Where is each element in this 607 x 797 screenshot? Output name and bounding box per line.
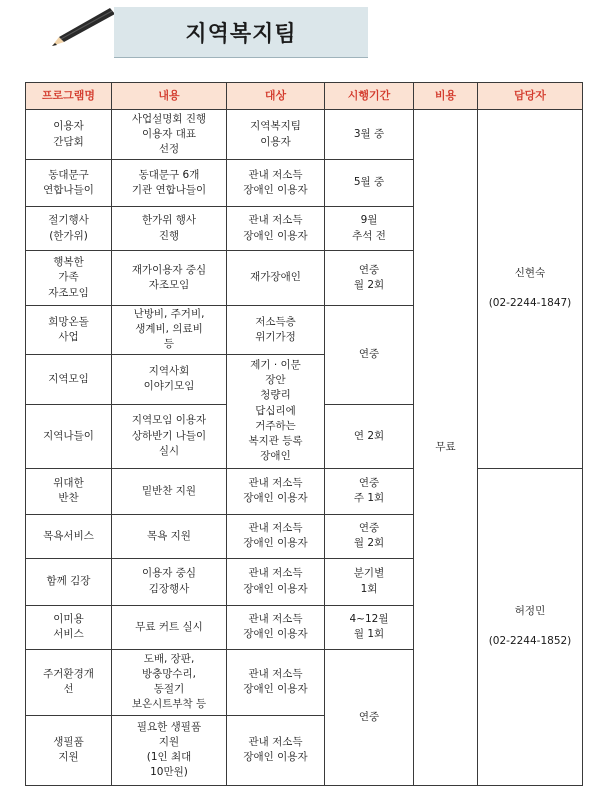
program-target: 관내 저소득 장애인 이용자 (227, 649, 325, 715)
program-name: 절기행사 (한가위) (26, 207, 112, 251)
program-period: 연중 월 2회 (325, 251, 414, 306)
program-content: 밑반찬 지원 (112, 468, 227, 514)
program-content: 지역모임 이용자 상하반기 나들이 실시 (112, 404, 227, 468)
program-target: 관내 저소득 장애인 이용자 (227, 605, 325, 649)
program-content: 이용자 중심 김장행사 (112, 558, 227, 605)
program-name: 지역모임 (26, 354, 112, 404)
program-period: 4~12월 월 1회 (325, 605, 414, 649)
pencil-icon (50, 6, 116, 48)
program-content: 목욕 지원 (112, 514, 227, 558)
program-name: 생필품 지원 (26, 715, 112, 785)
program-name: 이용자 간담회 (26, 110, 112, 160)
program-content: 필요한 생필품 지원 (1인 최대 10만원) (112, 715, 227, 785)
program-target: 관내 저소득 장애인 이용자 (227, 160, 325, 207)
program-target: 지역복지팀 이용자 (227, 110, 325, 160)
header-program: 프로그램명 (26, 83, 112, 110)
program-period: 연중 월 2회 (325, 514, 414, 558)
program-name: 함께 김장 (26, 558, 112, 605)
program-content: 도배, 장판, 방충망수리, 동절기 보온시트부착 등 (112, 649, 227, 715)
header-target: 대상 (227, 83, 325, 110)
title-underline (114, 57, 368, 58)
program-period: 3월 중 (325, 110, 414, 160)
page-title: 지역복지팀 (114, 7, 368, 57)
program-target: 관내 저소득 장애인 이용자 (227, 514, 325, 558)
program-content: 재가이용자 중심 자조모임 (112, 251, 227, 306)
program-content: 한가위 행사 진행 (112, 207, 227, 251)
program-name: 지역나들이 (26, 404, 112, 468)
program-name: 주거환경개 선 (26, 649, 112, 715)
program-period: 연중 (325, 649, 414, 785)
header-content: 내용 (112, 83, 227, 110)
program-period: 연중 (325, 306, 414, 405)
program-name: 목욕서비스 (26, 514, 112, 558)
program-period: 연중 주 1회 (325, 468, 414, 514)
manager-phone: (02-2244-1852) (488, 635, 572, 648)
program-target: 저소득층 위기가정 (227, 306, 325, 355)
table-row (26, 468, 583, 514)
program-name: 위대한 반찬 (26, 468, 112, 514)
header-period: 시행기간 (325, 83, 414, 110)
header-manager: 담당자 (478, 83, 583, 110)
program-target: 관내 저소득 장애인 이용자 (227, 207, 325, 251)
manager-cell-1 (478, 110, 583, 469)
program-name: 이미용 서비스 (26, 605, 112, 649)
program-content: 난방비, 주거비, 생계비, 의료비 등 (112, 306, 227, 355)
manager-cell-2 (478, 468, 583, 785)
program-period: 5월 중 (325, 160, 414, 207)
program-period: 연 2회 (325, 404, 414, 468)
program-name: 희망온돌 사업 (26, 306, 112, 355)
program-content: 사업설명회 진행 이용자 대표 선정 (112, 110, 227, 160)
program-content: 동대문구 6개 기관 연합나들이 (112, 160, 227, 207)
program-target: 재가장애인 (227, 251, 325, 306)
table-row (26, 110, 583, 160)
manager-name: 허정민 (514, 604, 546, 617)
table-header-row (26, 83, 583, 110)
program-content: 무료 커트 실시 (112, 605, 227, 649)
cost-cell: 무료 (414, 110, 478, 786)
program-period: 9월 추석 전 (325, 207, 414, 251)
program-target: 관내 저소득 장애인 이용자 (227, 715, 325, 785)
program-name: 행복한 가족 자조모임 (26, 251, 112, 306)
manager-name: 신현숙 (514, 267, 546, 279)
manager-phone: (02-2244-1847) (488, 297, 572, 310)
program-target: 관내 저소득 장애인 이용자 (227, 468, 325, 514)
program-period: 분기별 1회 (325, 558, 414, 605)
program-target: 제기 · 이문 장안 청량리 답십리에 거주하는 복지관 등록 장애인 (227, 354, 325, 468)
program-name: 동대문구 연합나들이 (26, 160, 112, 207)
program-target: 관내 저소득 장애인 이용자 (227, 558, 325, 605)
header-cost: 비용 (414, 83, 478, 110)
program-content: 지역사회 이야기모임 (112, 354, 227, 404)
program-table (25, 82, 583, 786)
